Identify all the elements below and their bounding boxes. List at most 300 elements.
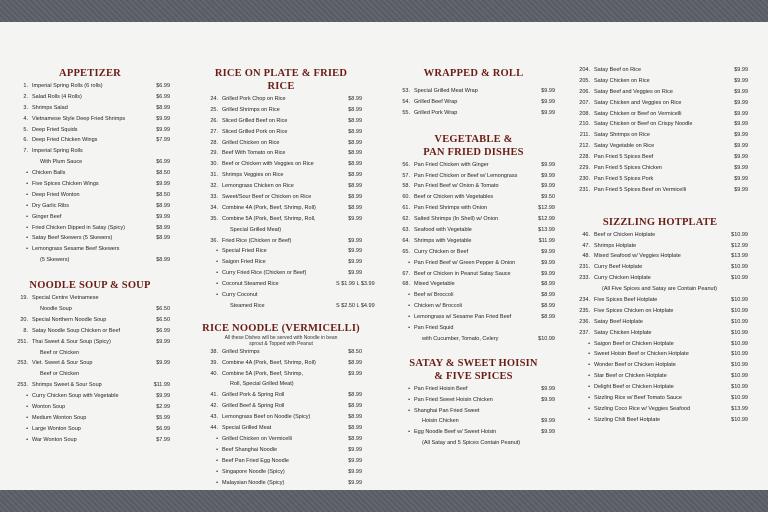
- menu-item-num: 253.: [17, 360, 28, 367]
- wrapped-title: WRAPPED & ROLL: [423, 68, 524, 79]
- menu-item-price: $6.99: [156, 327, 170, 334]
- menu-item-name: Grilled Pork Chop on Rice: [222, 96, 286, 102]
- menu-item-name: Shrimps Veggies on Rice: [222, 172, 284, 179]
- menu-item-name: Egg Noodle Beef w/ Sweet Hoisin: [414, 429, 497, 436]
- menu-item-num: 251.: [17, 338, 28, 345]
- menu-item-num: 43.: [210, 414, 218, 421]
- bottom-background-band: [0, 490, 768, 512]
- hotplate-title: SIZZLING HOTPLATE: [602, 216, 718, 228]
- menu-item-price: $9.99: [734, 175, 748, 182]
- menu-item: [392, 249, 555, 260]
- menu-item-num: 44.: [210, 425, 218, 432]
- menu-item: [10, 426, 170, 437]
- menu-item-name: Beef With Tomato on Rice: [222, 150, 286, 157]
- menu-item: [200, 238, 362, 249]
- menu-item-name: Pan Fried 5 Spices Pork: [594, 175, 654, 182]
- menu-item-name: Beef or Chicken with Veggies on Rice: [222, 161, 314, 168]
- menu-item: [10, 328, 170, 339]
- menu-item-num: •: [26, 404, 28, 411]
- menu-item-name: (All Five Spices and Satay are Contain Peanut): [602, 286, 717, 293]
- menu-item: [200, 183, 362, 194]
- menu-item-price: $9.99: [348, 479, 362, 486]
- menu-item-num: •: [216, 446, 218, 453]
- appetizer-title: APPETIZER: [59, 68, 121, 79]
- menu-item-price: $9.99: [156, 393, 170, 400]
- menu-item-num: •: [408, 385, 410, 392]
- menu-item: [572, 417, 748, 428]
- menu-item: [200, 458, 362, 469]
- menu-item: [10, 393, 170, 404]
- menu-item-name: Satay Chicken and Veggies on Rice: [594, 99, 682, 106]
- menu-item-price: $9.99: [541, 270, 555, 277]
- menu-item-price: $6.99: [156, 93, 170, 100]
- menu-item-price: $9.99: [541, 248, 555, 255]
- menu-item-price: $7.99: [156, 137, 170, 144]
- menu-item-name: Shanghai Pan Fried Sweet: [414, 407, 480, 414]
- menu-item-name: Medium Wonton Soup: [32, 414, 87, 421]
- menu-item-price: $10.99: [731, 231, 748, 238]
- menu-item-num: 236.: [579, 318, 590, 325]
- menu-item-price: $10.99: [731, 416, 748, 423]
- menu-item: [572, 143, 748, 154]
- menu-item-num: •: [588, 405, 590, 412]
- menu-item-name: Imperial Spring Rolls: [32, 148, 83, 155]
- menu-item-price: $8.99: [348, 425, 362, 432]
- menu-item-price: $10.99: [731, 373, 748, 380]
- menu-item-price: $8.99: [348, 106, 362, 113]
- menu-item-num: •: [26, 170, 28, 177]
- menu-item-num: 5.: [23, 126, 28, 133]
- menu-item-name: Satay Chicken or Beef on Vermicelli: [594, 110, 682, 117]
- menu-item: [200, 172, 362, 183]
- menu-item-num: 2.: [23, 93, 28, 100]
- menu-item: [392, 216, 555, 227]
- menu-item-name: Roll, Special Grilled Meat): [230, 381, 294, 388]
- menu-item-num: 253.: [17, 382, 28, 389]
- menu-item-num: 25.: [210, 106, 218, 113]
- menu-item-num: •: [26, 425, 28, 432]
- menu-item-name: Noodle Soup: [40, 306, 72, 313]
- menu-item-price: $6.50: [156, 316, 170, 323]
- menu-item-num: 204.: [579, 67, 590, 73]
- menu-item-price: $9.99: [541, 385, 555, 392]
- menu-item-num: 7.: [23, 148, 28, 155]
- menu-item-price: $9.99: [541, 109, 555, 116]
- menu-item-num: •: [26, 191, 28, 198]
- menu-item-name: Special Grilled Meat Wrap: [414, 88, 478, 94]
- menu-item-num: 46.: [582, 231, 590, 238]
- menu-item-name: (All Satay and 5 Spices Contain Peanut): [422, 440, 521, 447]
- menu-item-name: Wonton Soup: [32, 404, 66, 411]
- menu-item: [10, 83, 170, 94]
- menu-item: [392, 271, 555, 282]
- menu-item: [572, 89, 748, 100]
- menu-item-price: $12.99: [731, 242, 748, 249]
- menu-item-name: Star Beef or Chicken Hotplate: [594, 373, 667, 380]
- menu-item-price: $8.99: [348, 204, 362, 211]
- menu-item-num: 20.: [20, 316, 28, 323]
- menu-item-price: $11.99: [153, 382, 170, 389]
- menu-item-num: 212.: [579, 143, 590, 150]
- menu-item-num: •: [588, 351, 590, 358]
- menu-item: [572, 232, 748, 243]
- menu-item: [572, 297, 748, 308]
- menu-item-price: $10.99: [731, 318, 748, 325]
- menu-item: [572, 373, 748, 384]
- menu-item-num: 41.: [210, 392, 218, 399]
- menu-item-name: Special Centre Vietnamese: [32, 295, 99, 302]
- menu-item-name: Sizzling Chili Beef Hotplate: [594, 416, 661, 423]
- menu-item: [392, 99, 555, 110]
- vegetable-title-line1: VEGETABLE &: [434, 133, 513, 145]
- menu-item: [572, 67, 748, 78]
- menu-item-name: Seafood with Vegetable: [414, 227, 472, 234]
- menu-item-num: 33.: [210, 194, 218, 201]
- menu-item-name: Mixed Seafood w/ Veggies Hotplate: [594, 253, 681, 260]
- menu-item: [200, 480, 362, 491]
- menu-item-num: 27.: [210, 128, 218, 135]
- menu-item-name: Dry Garlic Ribs: [32, 202, 69, 209]
- menu-item: [10, 94, 170, 105]
- menu-item-num: •: [216, 435, 218, 442]
- menu-item-name: Hoisin Chicken: [422, 418, 459, 425]
- menu-item: [572, 253, 748, 264]
- menu-item: [392, 227, 555, 238]
- menu-item: [10, 306, 170, 317]
- menu-item-price: $6.99: [156, 159, 170, 166]
- menu-item-num: •: [26, 181, 28, 188]
- menu-item-price: $10.99: [731, 362, 748, 369]
- menu-item-name: Combine 5A (Pork, Beef, Shrimp, Roll,: [222, 215, 316, 222]
- menu-item-name: Satay Beef Skewers (5 Skewers): [32, 235, 113, 242]
- menu-item-price: $8.99: [348, 96, 362, 102]
- menu-item-price: $9.99: [156, 115, 170, 122]
- menu-item-name: Sizzling Coco Rice w/ Veggies Seafood: [594, 405, 690, 412]
- menu-item: [10, 371, 170, 382]
- menu-item-price: $8.50: [156, 191, 170, 198]
- menu-item-name: Sliced Grilled Pork on Rice: [222, 128, 288, 135]
- menu-item-num: •: [26, 414, 28, 421]
- menu-item-num: •: [216, 270, 218, 277]
- menu-item-name: Beef or Chicken with Vegetables: [414, 194, 494, 201]
- menu-item-name: Delight Beef or Chicken Hotplate: [594, 384, 674, 391]
- menu-item-num: 47.: [582, 242, 590, 249]
- menu-item-num: 19.: [20, 295, 28, 302]
- menu-item-num: 211.: [579, 132, 590, 139]
- menu-item-price: $9.99: [541, 418, 555, 425]
- menu-item-name: Special Grilled Meat): [230, 226, 282, 233]
- menu-item-name: Satay Chicken Hotplate: [594, 329, 652, 336]
- menu-item-name: Chicken Balls: [32, 170, 66, 177]
- menu-item-num: •: [588, 384, 590, 391]
- hotplate-list: [572, 232, 748, 428]
- menu-item-price: $10.99: [731, 384, 748, 391]
- top-background-band: [0, 0, 768, 22]
- menu-item-name: Shrimps with Vegetable: [414, 237, 472, 244]
- menu-item: [572, 78, 748, 89]
- menu-item-price: $8.99: [156, 235, 170, 242]
- menu-item: [392, 162, 555, 173]
- menu-item-price: $8.99: [541, 303, 555, 310]
- menu-item: [572, 330, 748, 341]
- menu-item-name: Grilled Beef Wrap: [414, 98, 458, 105]
- menu-item-price: $8.99: [348, 128, 362, 135]
- menu-item-price: $12.99: [538, 205, 555, 212]
- menu-item-num: 35.: [210, 215, 218, 222]
- menu-item-num: 38.: [210, 348, 218, 355]
- menu-item: [392, 260, 555, 271]
- menu-item: [10, 137, 170, 148]
- menu-item: [392, 418, 555, 429]
- menu-item-price: $8.99: [348, 403, 362, 410]
- menu-item-num: 31.: [210, 172, 218, 179]
- menu-item: [200, 150, 362, 161]
- menu-item-price: $8.99: [348, 139, 362, 146]
- noodle-soup-title: NOODLE SOUP & SOUP: [29, 280, 151, 292]
- menu-item-price: S $2.50 L $4.99: [336, 302, 375, 309]
- menu-item-name: Beef or Chicken Hotplate: [594, 231, 656, 238]
- menu-item-num: 67.: [402, 270, 410, 277]
- menu-item-name: Special Grilled Meat: [222, 425, 272, 432]
- menu-item: [200, 96, 362, 107]
- vermicelli-list: [200, 349, 362, 491]
- menu-item-num: 58.: [402, 183, 410, 190]
- menu-item-name: Lemongrass w/ Sesame Pan Fried Beef: [414, 314, 512, 321]
- menu-item: [392, 292, 555, 303]
- menu-item-price: $10.99: [731, 275, 748, 282]
- menu-item: [200, 216, 362, 227]
- menu-item-price: $5.99: [156, 414, 170, 421]
- menu-item-num: •: [408, 429, 410, 436]
- menu-item-name: Mixed Vegetable: [414, 281, 455, 288]
- menu-item: [200, 227, 362, 238]
- menu-item: [392, 440, 555, 451]
- menu-item-price: $9.99: [734, 67, 748, 73]
- menu-item-name: Lemongrass Chicken on Rice: [222, 183, 294, 190]
- menu-item-name: Beef or Chicken: [40, 349, 80, 356]
- menu-item: [10, 317, 170, 328]
- menu-item: [572, 308, 748, 319]
- menu-item-num: 234.: [579, 297, 590, 304]
- menu-item: [10, 350, 170, 361]
- menu-item-price: $9.99: [348, 237, 362, 244]
- menu-item-num: 1.: [23, 83, 28, 89]
- menu-item: [572, 165, 748, 176]
- menu-item-num: •: [588, 416, 590, 423]
- menu-item: [10, 214, 170, 225]
- menu-item-price: $8.99: [348, 414, 362, 421]
- menu-item: [572, 351, 748, 362]
- menu-item: [572, 362, 748, 373]
- menu-item-price: $6.50: [156, 306, 170, 313]
- menu-item-price: $8.99: [156, 257, 170, 264]
- menu-item: [572, 275, 748, 286]
- menu-item-price: $10.99: [731, 395, 748, 402]
- menu-item: [392, 397, 555, 408]
- menu-item-num: 68.: [402, 281, 410, 288]
- menu-item-price: $9.99: [541, 396, 555, 403]
- menu-item: [572, 111, 748, 122]
- menu-item-num: 32.: [210, 183, 218, 190]
- menu-item-price: $9.99: [541, 259, 555, 266]
- menu-item-name: Saigon Fried Rice: [222, 259, 266, 266]
- menu-item-price: $9.99: [541, 172, 555, 179]
- menu-item: [572, 121, 748, 132]
- menu-item-name: Beef Pan Fried Egg Noodle: [222, 457, 289, 464]
- menu-item-num: •: [408, 303, 410, 310]
- menu-item: [10, 235, 170, 246]
- menu-item: [392, 194, 555, 205]
- menu-item-num: 36.: [210, 237, 218, 244]
- rice-plate-title: RICE ON PLATE & FRIED RICE: [214, 68, 348, 92]
- menu-item-num: •: [216, 479, 218, 486]
- menu-item-num: 61.: [402, 205, 410, 212]
- menu-item: [200, 371, 362, 382]
- menu-item-price: $9.99: [348, 446, 362, 453]
- menu-item: [200, 360, 362, 371]
- wrapped-list: [392, 88, 555, 121]
- menu-item-name: Imperial Spring Rolls (6 rolls): [32, 83, 103, 89]
- menu-item-name: Pan Fried Squid: [414, 325, 454, 332]
- menu-item-price: $8.99: [541, 281, 555, 288]
- menu-item-name: Viet. Sweet & Sour Soup: [32, 360, 93, 367]
- column-2: [200, 22, 375, 490]
- menu-item-price: $9.99: [734, 77, 748, 84]
- menu-item: [200, 140, 362, 151]
- menu-item-name: with Cucumber, Tomato, Celery: [422, 335, 499, 342]
- vermicelli-note: All these Dishes will be served with Noodle in bean sprout & Topped with Peanut: [224, 334, 338, 347]
- menu-item-name: Satay Beef on Rice: [594, 67, 642, 73]
- menu-item-name: Pan Fried Beef w/ Onion & Tomato: [414, 183, 499, 190]
- menu-item-num: •: [216, 457, 218, 464]
- menu-item-num: 237.: [579, 329, 590, 336]
- column-4: [572, 22, 748, 428]
- menu-item-name: Pan Fried Shrimps with Onion: [414, 205, 488, 212]
- menu-item-name: Salted Shrimps (In Shell) w/ Onion: [414, 216, 499, 223]
- menu-item: [392, 205, 555, 216]
- vermicelli-title: RICE NOODLE (VERMICELLI): [202, 322, 360, 334]
- menu-item-price: $8.99: [348, 172, 362, 179]
- menu-item-num: •: [588, 373, 590, 380]
- menu-item-price: $9.99: [348, 248, 362, 255]
- menu-item: [200, 414, 362, 425]
- menu-item-name: Vietnamese Style Deep Fried Shrimps: [32, 115, 126, 122]
- menu-item-price: $10.99: [731, 351, 748, 358]
- menu-item-num: 205.: [579, 77, 590, 84]
- menu-item-price: $8.99: [348, 161, 362, 168]
- menu-item-name: Satay Chicken on Rice: [594, 77, 650, 84]
- satay-list: [392, 386, 555, 451]
- menu-item-num: 65.: [402, 248, 410, 255]
- menu-item-num: •: [408, 314, 410, 321]
- menu-item: [10, 295, 170, 306]
- menu-item-num: 57.: [402, 172, 410, 179]
- menu-item-price: $9.99: [734, 88, 748, 95]
- menu-item-name: Combine 4A (Pork, Beef, Shrimp, Roll): [222, 359, 316, 366]
- menu-item-num: •: [26, 393, 28, 400]
- menu-item-name: Pan Fried Chicken with Ginger: [414, 161, 489, 168]
- menu-item: [572, 132, 748, 143]
- menu-item-price: $9.99: [156, 213, 170, 220]
- menu-item-price: $9.99: [348, 259, 362, 266]
- menu-item-name: Lemongrass Sesame Beef Skewers: [32, 246, 120, 253]
- menu-item-name: Sizzling Rice w/ Beef Tomato Sauce: [594, 395, 682, 402]
- menu-item-name: Special Fried Rice: [222, 248, 267, 255]
- menu-item: [572, 100, 748, 111]
- menu-item-price: $8.50: [348, 348, 362, 355]
- menu-item-name: Chicken w/ Broccoli: [414, 303, 462, 310]
- menu-item-name: Curry Beef Hotplate: [594, 264, 643, 271]
- menu-item: [200, 129, 362, 140]
- menu-item-name: Combine 5A (Pork, Beef, Shrimp,: [222, 370, 304, 377]
- menu-item-price: S $1.99 L $3.99: [336, 281, 375, 288]
- menu-item-num: •: [26, 436, 28, 443]
- menu-item-price: $2.99: [156, 404, 170, 411]
- menu-item-name: Fried Chicken Dipped in Satay (Spicy): [32, 224, 125, 231]
- menu-item-name: Pan Fried 5 Spices Beef: [594, 154, 654, 161]
- menu-item-num: 64.: [402, 237, 410, 244]
- menu-item-num: 62.: [402, 216, 410, 223]
- menu-item-name: Deep Fried Wonton: [32, 191, 80, 198]
- menu-item: [10, 415, 170, 426]
- menu-item-name: Grilled Pork Wrap: [414, 109, 458, 116]
- menu-item-num: •: [408, 407, 410, 414]
- menu-item-price: $9.99: [348, 215, 362, 222]
- menu-item-num: •: [216, 248, 218, 255]
- menu-item-price: $6.99: [156, 425, 170, 432]
- menu-item-price: $9.99: [541, 429, 555, 436]
- menu-item-num: 30.: [210, 161, 218, 168]
- menu-item-num: •: [216, 281, 218, 288]
- menu-item-num: 53.: [402, 88, 410, 94]
- menu-item-price: $8.99: [348, 435, 362, 442]
- menu-item-num: 235.: [579, 307, 590, 314]
- menu-item-name: War Wonton Soup: [32, 436, 77, 443]
- menu-item-price: $9.99: [734, 165, 748, 172]
- beef-rice-list: [572, 67, 748, 198]
- menu-item-price: $10.99: [731, 329, 748, 336]
- menu-item-name: Deep Fried Chicken Wings: [32, 137, 98, 144]
- menu-item-price: $9.99: [541, 88, 555, 94]
- menu-item-name: Saigon Beef or Chicken Hotplate: [594, 340, 674, 347]
- menu-item-num: 39.: [210, 359, 218, 366]
- menu-item-price: $8.99: [156, 104, 170, 111]
- menu-item: [392, 281, 555, 292]
- menu-item-price: $13.99: [538, 227, 555, 234]
- menu-item: [200, 292, 362, 303]
- rice-plate-list: [200, 96, 375, 314]
- column-3: [392, 22, 555, 451]
- menu-item-price: $11.99: [538, 237, 555, 244]
- satay-title-line1: SATAY & SWEET HOISIN: [409, 357, 538, 369]
- appetizer-list: [10, 83, 170, 268]
- menu-item-price: $9.99: [734, 99, 748, 106]
- menu-item-num: •: [26, 235, 28, 242]
- menu-item-name: Beef Shanghai Noodle: [222, 446, 278, 453]
- menu-item: [10, 339, 170, 350]
- menu-item-price: $8.50: [156, 170, 170, 177]
- menu-item: [200, 381, 362, 392]
- menu-item-name: Satay Noodle Soup Chicken or Beef: [32, 327, 121, 334]
- menu-item-num: 228.: [579, 154, 590, 161]
- menu-item: [10, 382, 170, 393]
- menu-item-name: Five Spices Beef Hotplate: [594, 297, 658, 304]
- menu-item: [392, 386, 555, 397]
- menu-item-price: $10.99: [538, 335, 555, 342]
- menu-item-num: 206.: [579, 88, 590, 95]
- menu-item-name: Grilled Chicken on Vermicelli: [222, 435, 292, 442]
- menu-item-price: $13.99: [731, 253, 748, 260]
